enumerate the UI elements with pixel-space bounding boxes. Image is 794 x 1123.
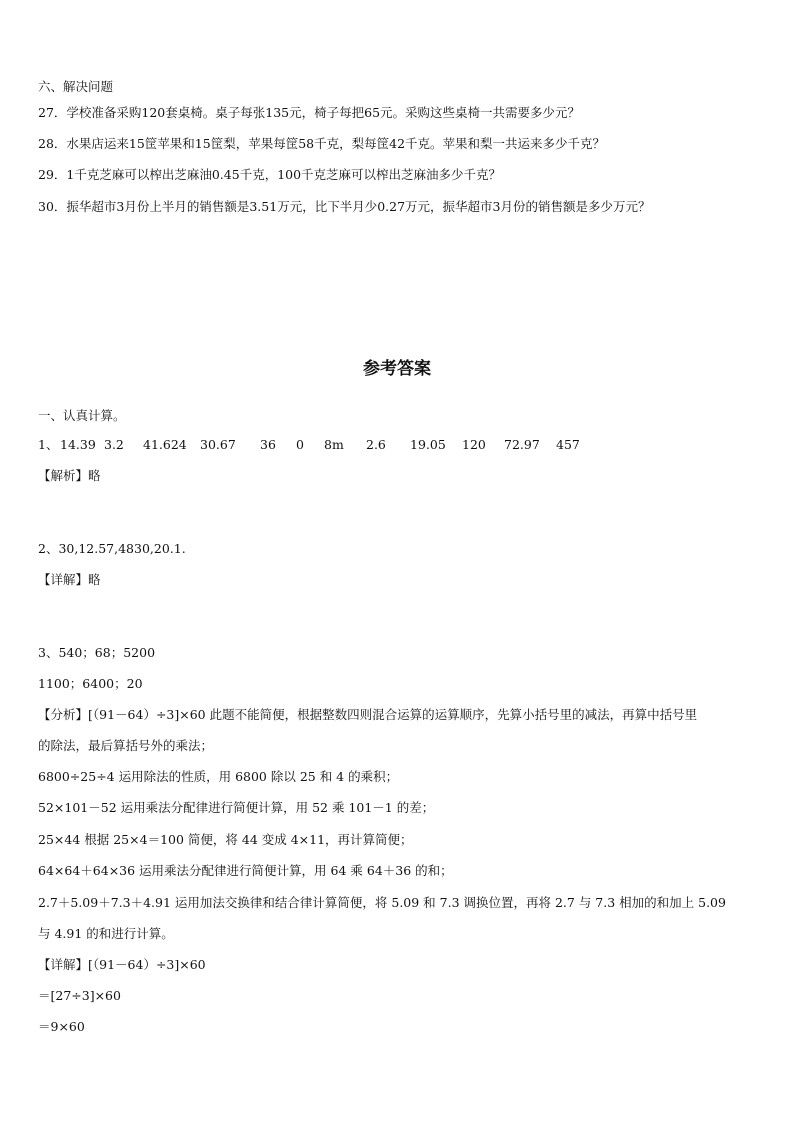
answer-1-value: 30.67: [200, 437, 236, 452]
answer-3-analysis: 的除法，最后算括号外的乘法；: [38, 738, 214, 753]
answer-3-detail: ＝[27÷3]×60: [38, 988, 121, 1003]
answer-1-row: [38, 437, 580, 453]
answer-1-value: 72.97: [504, 437, 540, 452]
question-29: 29．1千克芝麻可以榨出芝麻油0.45千克，100千克芝麻可以榨出芝麻油多少千克？: [38, 167, 502, 182]
answer-3-analysis: 2.7＋5.09＋7.3＋4.91 运用加法交换律和结合律计算简便，将 5.09 和 7.3 调换位置，再将 2.7 与 7.3 相加的和加上 5.09: [38, 895, 726, 910]
answers-section-1-heading: 一、认真计算。: [38, 408, 126, 423]
answer-3-line-2: 1100；6400；20: [38, 676, 143, 691]
answer-1-value: 3.2: [104, 437, 124, 452]
answer-1-value: 36: [260, 437, 276, 452]
answer-1-value: 19.05: [410, 437, 446, 452]
answer-1-prefix: 1、: [38, 437, 59, 452]
answer-3-detail: ＝9×60: [38, 1019, 85, 1034]
question-30: 30．振华超市3月份上半月的销售额是3.51万元，比下半月少0.27万元，振华超市3月份的销售额是多少万元？: [38, 199, 651, 214]
question-27: 27．学校准备采购120套桌椅。桌子每张135元，椅子每把65元。采购这些桌椅一共需要多少元？: [38, 105, 581, 120]
answer-1-value: 41.624: [143, 437, 187, 452]
answer-3-analysis: 与 4.91 的和进行计算。: [38, 926, 174, 941]
answer-3-analysis: 52×101－52 运用乘法分配律进行简便计算，用 52 乘 101－1 的差；: [38, 800, 435, 815]
answer-1-value: 0: [296, 437, 304, 452]
answer-1-value: 457: [556, 437, 580, 452]
answers-title: 参考答案: [363, 359, 431, 379]
answer-3-analysis: 25×44 根据 25×4＝100 简便，将 44 变成 4×11，再计算简便；: [38, 832, 413, 847]
answer-3-analysis: 6800÷25÷4 运用除法的性质，用 6800 除以 25 和 4 的乘积；: [38, 769, 399, 784]
question-28: 28．水果店运来15筐苹果和15筐梨，苹果每筐58千克，梨每筐42千克。苹果和梨一共运来多少千克？: [38, 136, 606, 151]
answer-2: 2、30,12.57,4830,20.1.: [38, 541, 186, 556]
answer-1-value: 2.6: [366, 437, 386, 452]
answer-1-value: 120: [462, 437, 486, 452]
answer-3-analysis: 64×64＋64×36 运用乘法分配律进行简便计算，用 64 乘 64＋36 的和；: [38, 863, 453, 878]
answer-3-line-1: 3、540；68；5200: [38, 645, 156, 660]
section-heading-6: 六、解决问题: [38, 79, 114, 94]
answer-1-value: 8m: [324, 437, 344, 452]
answer-1-value: 14.39: [60, 437, 96, 452]
answer-1-note: 【解析】略: [38, 468, 101, 483]
answer-3-detail: 【详解】[（91－64）÷3]×60: [38, 957, 206, 972]
answer-2-note: 【详解】略: [38, 572, 101, 587]
answer-3-analysis: 【分析】[（91－64）÷3]×60 此题不能简便，根据整数四则混合运算的运算顺序，先算小括号里的减法，再算中括号里: [38, 707, 698, 722]
